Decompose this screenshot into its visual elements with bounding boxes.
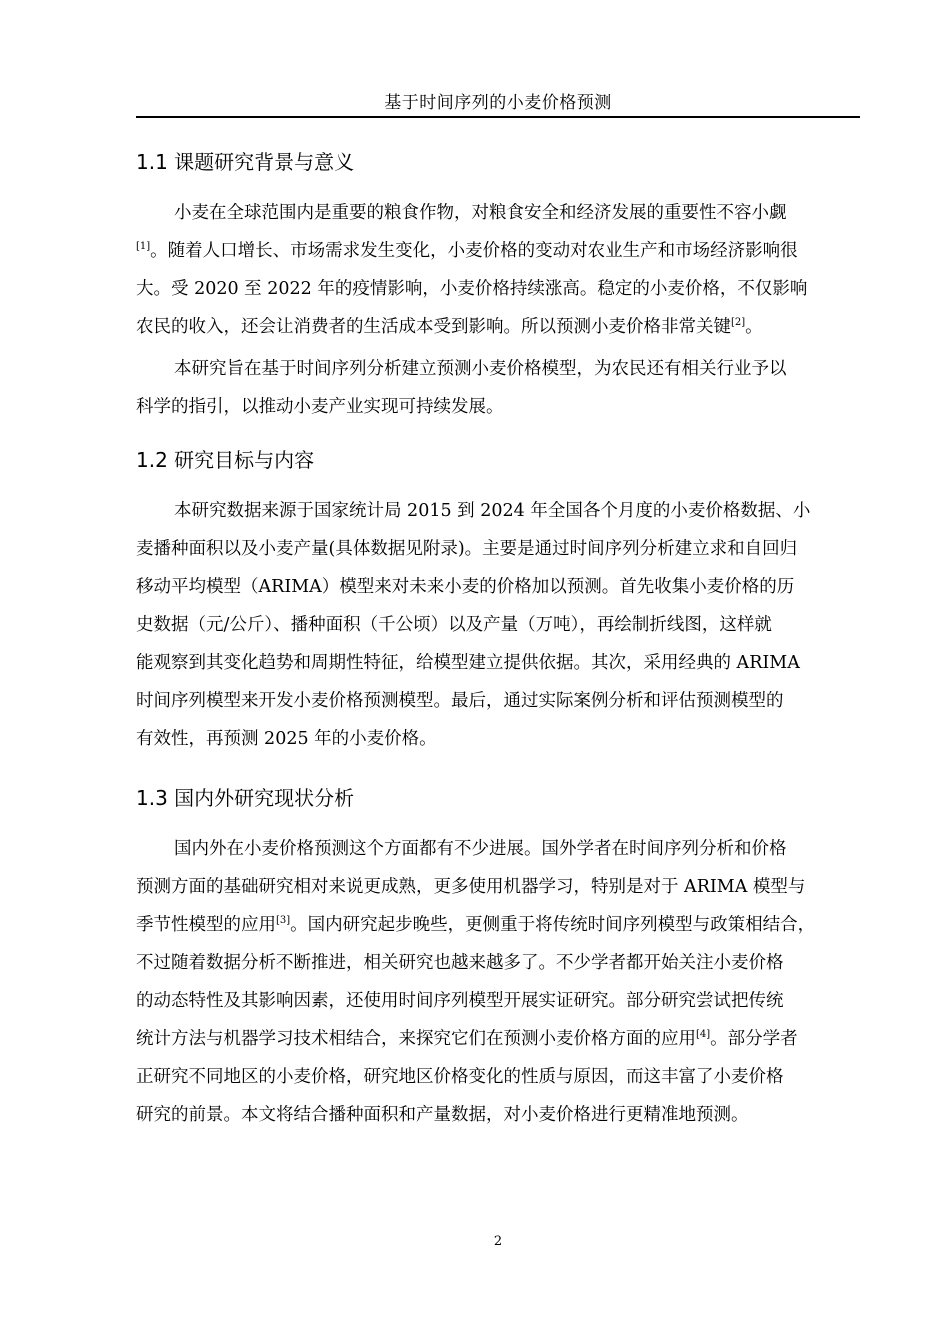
text-line [136,906,860,944]
text-line: 小麦在全球范围内是重要的粮食作物，对粮食安全和经济发展的重要性不容小觑 [174,203,787,223]
paragraph-1-3 [136,830,860,1134]
text-line: 有效性，再预测 2025 年的小麦价格。 [136,729,437,749]
page-number: 2 [493,1234,503,1249]
text-line-body: 季节性模型的应用 [136,915,276,935]
paragraph-1-1-b [136,350,860,426]
running-header-title: 基于时间序列的小麦价格预测 [384,93,612,113]
text-line: 国内外在小麦价格预测这个方面都有不少进展。国外学者在时间序列分析和价格 [174,839,787,859]
header-rule [136,116,860,118]
text-line-tail: 。国内研究起步晚些，更侧重于将传统时间序列模型与政策相结合， [290,915,816,935]
paragraph-1-1-a [136,194,860,346]
text-line-tail: 。 [745,317,763,337]
section-heading-1-1: 1.1 课题研究背景与意义 [136,150,355,174]
text-line: 不过随着数据分析不断推进，相关研究也越来越多了。不少学者都开始关注小麦价格 [136,953,784,973]
text-line [136,232,860,270]
text-line [136,308,860,346]
section-heading-1-3: 1.3 国内外研究现状分析 [136,786,355,810]
section-heading-1-2: 1.2 研究目标与内容 [136,448,315,472]
citation-ref: [3] [276,915,291,926]
text-line: 研究的前景。本文将结合播种面积和产量数据，对小麦价格进行更精准地预测。 [136,1105,749,1125]
text-line: 正研究不同地区的小麦价格，研究地区价格变化的性质与原因，而这丰富了小麦价格 [136,1067,784,1087]
text-line-body: 。随着人口增长、市场需求发生变化，小麦价格的变动对农业生产和市场经济影响很 [150,241,798,261]
citation-ref: [2] [731,317,746,328]
text-line: 时间序列模型来开发小麦价格预测模型。最后，通过实际案例分析和评估预测模型的 [136,691,784,711]
text-line-tail: 。部分学者 [710,1029,798,1049]
text-line: 移动平均模型（ARIMA）模型来对未来小麦的价格加以预测。首先收集小麦价格的历 [136,577,795,597]
text-line: 本研究数据来源于国家统计局 2015 到 2024 年全国各个月度的小麦价格数据、小 [174,501,811,521]
text-line: 科学的指引，以推动小麦产业实现可持续发展。 [136,397,504,417]
citation-ref: [4] [696,1029,711,1040]
text-line: 预测方面的基础研究相对来说更成熟，更多使用机器学习，特别是对于 ARIMA 模型与 [136,877,806,897]
text-line-body: 农民的收入，还会让消费者的生活成本受到影响。所以预测小麦价格非常关键 [136,317,731,337]
paragraph-1-2 [136,492,860,758]
text-line: 史数据（元/公斤）、播种面积（千公顷）以及产量（万吨），再绘制折线图，这样就 [136,615,772,635]
text-line: 的动态特性及其影响因素，还使用时间序列模型开展实证研究。部分研究尝试把传统 [136,991,784,1011]
citation-ref: [1] [136,241,151,252]
text-line: 本研究旨在基于时间序列分析建立预测小麦价格模型，为农民还有相关行业予以 [174,359,787,379]
text-line: 能观察到其变化趋势和周期性特征，给模型建立提供依据。其次，采用经典的 ARIMA [136,653,800,673]
text-line: 麦播种面积以及小麦产量(具体数据见附录)。主要是通过时间序列分析建立求和自回归 [136,539,798,559]
text-line-body: 统计方法与机器学习技术相结合，来探究它们在预测小麦价格方面的应用 [136,1029,696,1049]
text-line [136,1020,860,1058]
text-line: 大。受 2020 至 2022 年的疫情影响，小麦价格持续涨高。稳定的小麦价格，不仅影响 [136,279,808,299]
